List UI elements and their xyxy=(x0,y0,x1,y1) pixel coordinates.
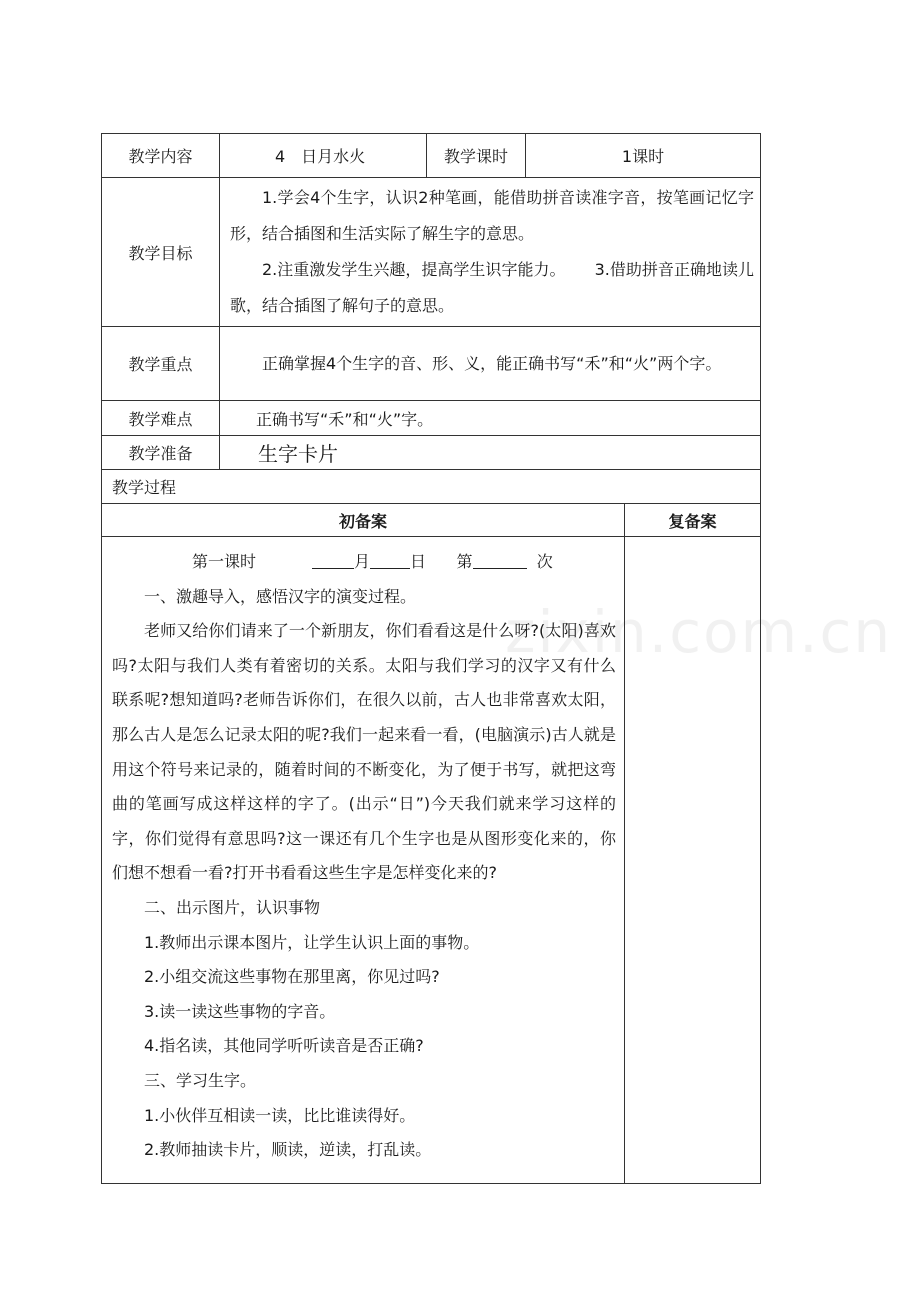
goal-cell xyxy=(220,178,761,327)
lesson-plan-sheet xyxy=(101,133,760,1184)
lesson-period: 第一课时 xyxy=(192,552,257,571)
lesson-day: 日 xyxy=(409,552,426,571)
lesson-number-suffix: 次 xyxy=(536,552,553,571)
prep-text: 生字卡片 xyxy=(220,436,761,470)
difficulty-label: 教学难点 xyxy=(102,401,220,436)
process-body-row xyxy=(102,537,761,1184)
list-item: 1.教师出示课本图片，让学生认识上面的事物。 xyxy=(144,932,480,952)
col-initial-header: 初备案 xyxy=(102,504,625,537)
key-row xyxy=(102,327,761,401)
number-blank xyxy=(473,552,527,569)
goal-row xyxy=(102,178,761,327)
goal-text-2: 2.注重激发学生兴趣，提高学生识字能力。 3.借助拼音正确地读儿歌，结合插图了解句子的意思。 xyxy=(230,260,754,315)
list-item: 2.教师抽读卡片，顺读，逆读，打乱读。 xyxy=(144,1140,432,1160)
section-heading-1: 一、激趣导入，感悟汉字的演变过程。 xyxy=(144,586,417,606)
lesson-month: 月 xyxy=(353,552,370,571)
prep-row xyxy=(102,436,761,470)
day-blank xyxy=(370,552,410,569)
goal-label: 教学目标 xyxy=(102,178,220,327)
key-text: 正确掌握4个生字的音、形、义，能正确书写“禾”和“火”两个字。 xyxy=(262,353,722,373)
list-item: 3.读一读这些事物的字音。 xyxy=(144,1001,336,1021)
watermark-text: zixin.com.cn xyxy=(505,598,893,666)
process-title: 教学过程 xyxy=(102,470,761,504)
content-row xyxy=(102,134,761,178)
key-cell xyxy=(220,327,761,401)
difficulty-row xyxy=(102,401,761,436)
col-review-header: 复备案 xyxy=(625,504,761,537)
hours-label: 教学课时 xyxy=(427,134,526,178)
month-blank xyxy=(312,552,354,569)
lesson-number-prefix: 第 xyxy=(456,552,473,571)
lesson-date-line xyxy=(112,545,616,580)
lesson-info-table xyxy=(101,133,761,470)
list-item: 4.指名读，其他同学听听读音是否正确? xyxy=(144,1036,424,1056)
list-item: 1.小伙伴互相读一读，比比谁读得好。 xyxy=(144,1105,416,1125)
intro-paragraph: 老师又给你们请来了一个新朋友，你们看看这是什么呀?(太阳)喜欢吗?太阳与我们人类有着密切的关系。太阳与我们学习的汉字又有什么联系呢?想知道吗?老师告诉你们，在很久以前，古人也非常喜欢太阳，那么古人是怎么记录太阳的呢?我们一起来看一看，(电脑演示)古人就是用这个符号来记录的，随着时间的不断变化，为了便于书写，就把这弯曲的笔画写成这样这样的字了。(出示“日”)今天我们就来学习这样的字，你们觉得有意思吗?这一课还有几个生字也是从图形变化来的，你们想不想看一看?打开书看看这些生字是怎样变化来的? xyxy=(112,621,616,883)
content-label: 教学内容 xyxy=(102,134,220,178)
difficulty-text: 正确书写“禾”和“火”字。 xyxy=(220,401,761,436)
section-heading-3: 三、学习生字。 xyxy=(144,1070,257,1090)
key-label: 教学重点 xyxy=(102,327,220,401)
content-value: 4 日月水火 xyxy=(220,134,427,178)
process-column-headers xyxy=(102,504,761,537)
prep-label: 教学准备 xyxy=(102,436,220,470)
section-heading-2: 二、出示图片，认识事物 xyxy=(144,897,321,917)
process-title-row xyxy=(102,470,761,504)
hours-value: 1课时 xyxy=(526,134,761,178)
review-plan-cell xyxy=(625,537,761,1184)
initial-plan-cell xyxy=(102,537,625,1184)
list-item: 2.小组交流这些事物在那里离，你见过吗? xyxy=(144,967,440,987)
process-table xyxy=(101,469,761,1184)
goal-text-1: 1.学会4个生字，认识2种笔画，能借助拼音读准字音，按笔画记忆字形，结合插图和生活实际了解生字的意思。 xyxy=(230,188,754,243)
